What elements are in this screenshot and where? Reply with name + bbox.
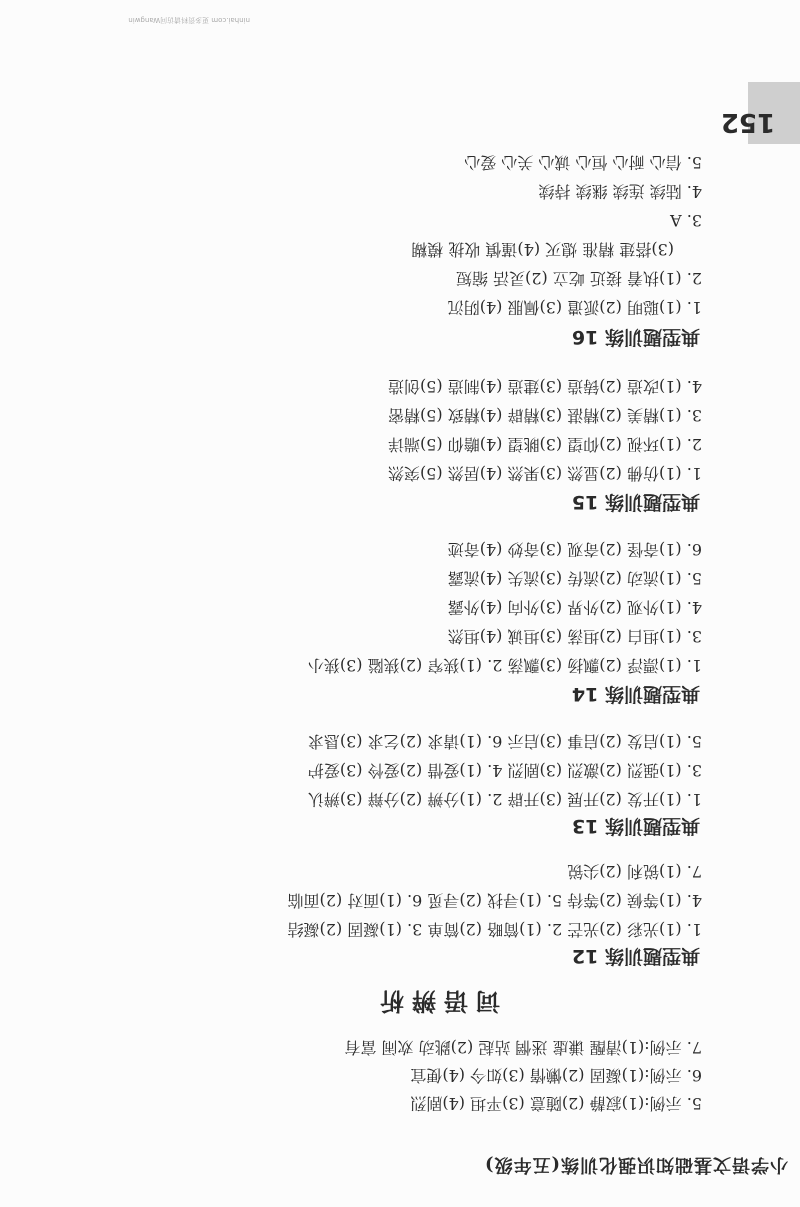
answer-line: 4. 陆续 连续 继续 持续 (538, 182, 702, 201)
answer-line: 3. (1)坦白 (2)坦荡 (3)坦诚 (4)坦然 (447, 627, 702, 646)
answer-line: 6. 示例:(1)凝固 (2)懒惰 (3)如今 (4)便宜 (410, 1066, 702, 1085)
answer-line: (3)搭建 精准 熄灭 (4)谨慎 收拢 模糊 (411, 240, 674, 259)
section-title: 典型题训练 12 (571, 945, 700, 967)
answer-line: 1. (1)开发 (2)开展 (3)开辟 2. (1)分辨 (2)分辩 (3)辨认 (307, 790, 702, 809)
answer-line: 2. (1)环视 (2)仰望 (3)眺望 (4)瞻仰 (5)端详 (387, 435, 702, 454)
answer-line: 1. (1)漂浮 (2)飘扬 (3)飘荡 2. (1)狭窄 (2)狭隘 (3)狭小 (307, 656, 702, 675)
running-header: 小学语文基础知识强化训练(五年级) (483, 1154, 788, 1175)
answer-line: 5. 信心 耐心 恒心 诚心 关心 爱心 (464, 153, 702, 172)
watermark-text: ninhai.com 更多资料请访问Wangwin (128, 16, 250, 24)
answer-line: 3. (1)精美 (2)精湛 (3)精辟 (4)精致 (5)精密 (387, 406, 702, 425)
answer-line: 6. (1)奇怪 (2)奇观 (3)奇妙 (4)奇迹 (447, 540, 702, 559)
answer-line: 4. (1)改造 (2)铸造 (3)建造 (4)制造 (5)创造 (387, 377, 702, 396)
page-number: 152 (720, 107, 776, 137)
answer-line: 4. (1)等候 (2)等待 5. (1)寻找 (2)寻觅 6. (1)面对 (2)面临 (287, 891, 702, 910)
section-title: 典型题训练 14 (571, 683, 700, 705)
chapter-title: 词语辨析 (372, 987, 500, 1015)
answer-line: 1. (1)仿佛 (2)显然 (3)果然 (4)居然 (5)突然 (387, 464, 702, 483)
section-title: 典型题训练 15 (571, 491, 700, 513)
answer-line: 5. (1)流动 (2)流传 (3)流失 (4)流露 (447, 569, 702, 588)
answer-line: 3. (1)强烈 (2)激烈 (3)剧烈 4. (1)爱惜 (2)爱怜 (3)爱护 (307, 761, 702, 780)
answer-line: 5. 示例:(1)寂静 (2)随意 (3)平坦 (4)剧烈 (410, 1094, 702, 1113)
answer-line: 7. (1)锐利 (2)尖锐 (567, 862, 702, 881)
answer-line: 5. (1)启发 (2)启事 (3)启示 6. (1)请求 (2)乞求 (3)恳求 (307, 732, 702, 751)
answer-line: 1. (1)聪明 (2)派遣 (3)佩服 (4)阴沉 (447, 298, 702, 317)
answer-line: 1. (1)光彩 (2)光芒 2. (1)简略 (2)简单 3. (1)凝固 (2)凝结 (287, 920, 702, 939)
answer-line: 2. (1)执着 接近 屹立 (2)灵活 缩短 (455, 269, 702, 288)
section-title: 典型题训练 16 (571, 326, 700, 348)
answer-line: 4. (1)外观 (2)外界 (3)外向 (4)外露 (447, 598, 702, 617)
answer-line: 3. A (670, 211, 702, 230)
answer-line: 7. 示例:(1)清醒 谦虚 迷惘 站起 (2)跳动 欢闹 富有 (344, 1038, 702, 1057)
section-title: 典型题训练 13 (571, 815, 700, 837)
